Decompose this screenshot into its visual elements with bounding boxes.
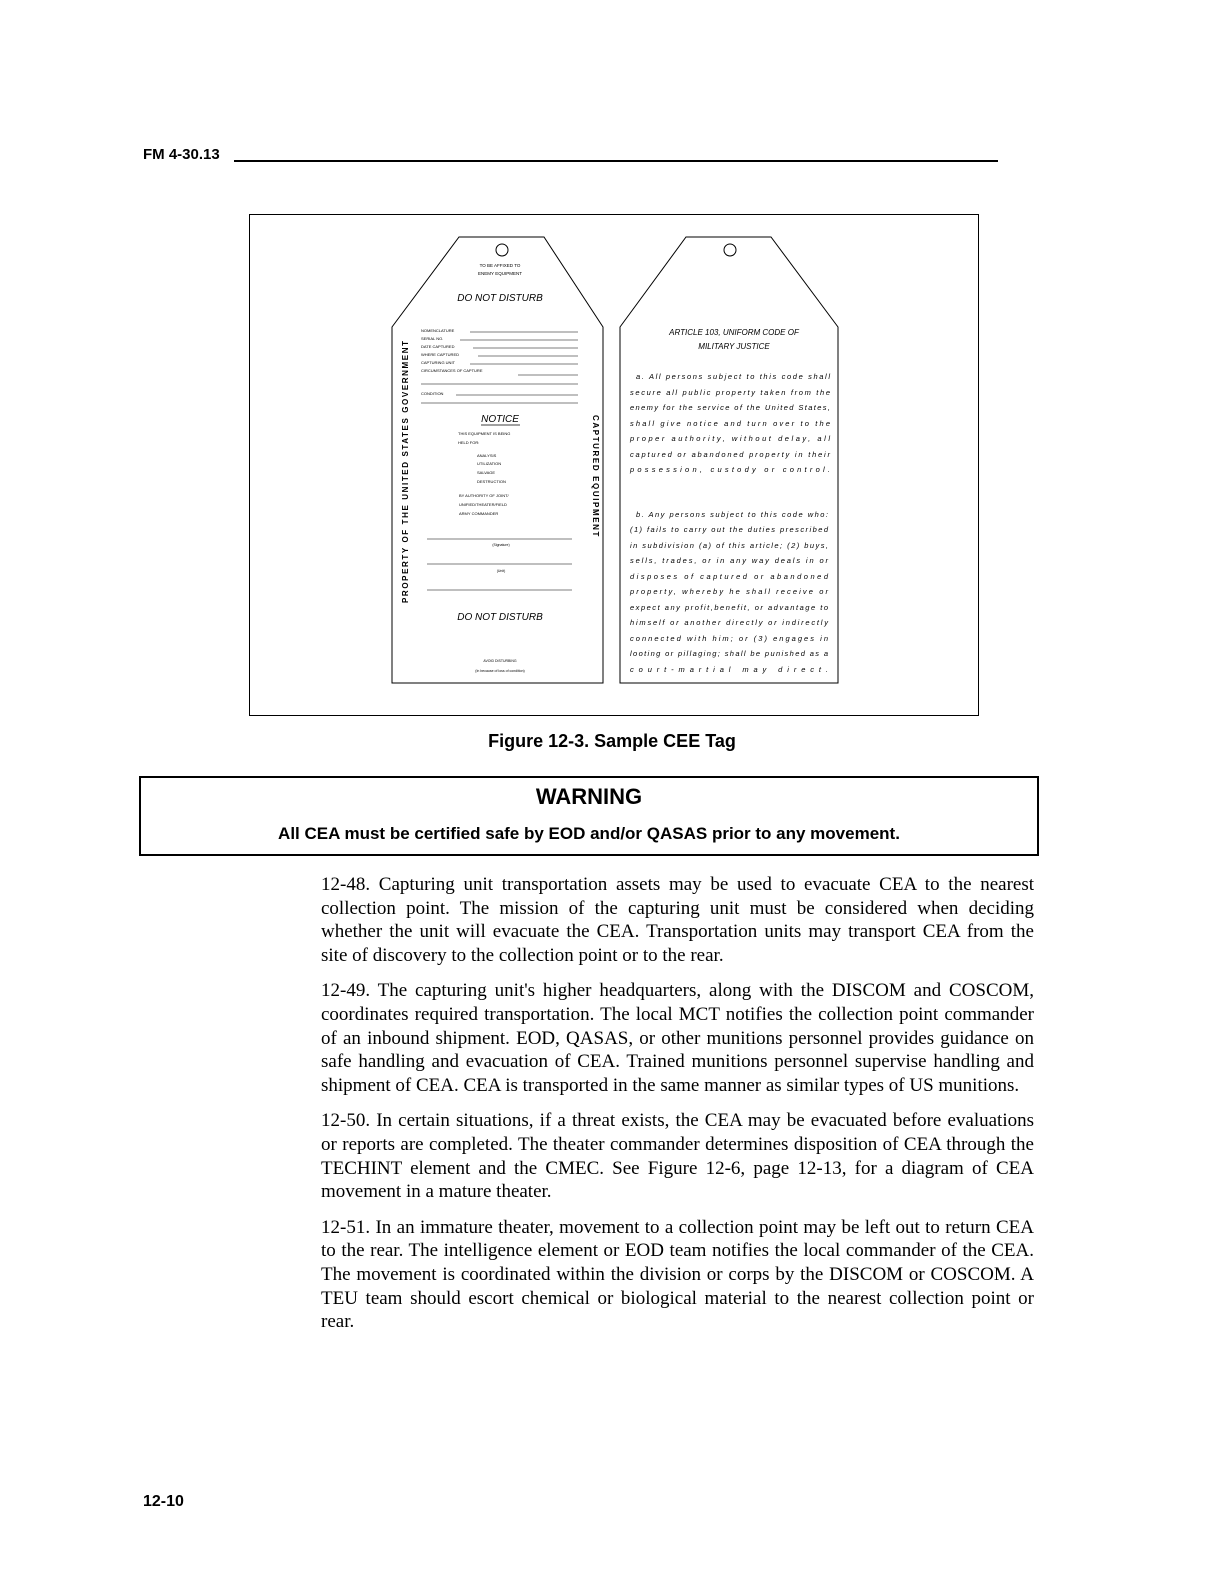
front-top-text-1: TO BE AFFIXED TO <box>479 263 521 268</box>
figure-frame <box>249 214 979 716</box>
para-a-line: possession, custody or control. <box>630 465 830 474</box>
cee-tag-figure <box>250 215 977 714</box>
field-label: SERIAL NO. <box>421 336 444 341</box>
front-tag <box>392 237 603 683</box>
figure-caption: Figure 12-3. Sample CEE Tag <box>488 731 736 751</box>
warning-text: All CEA must be certified safe by EOD and/or QASAS prior to any movement. <box>278 824 900 843</box>
para-b-line: (1) fails to carry out the duties prescribed <box>630 525 828 534</box>
field-label: DATE CAPTURED <box>421 344 455 349</box>
condition-label: CONDITION <box>421 391 444 396</box>
para-a-line: captured or abandoned property in their <box>630 450 830 459</box>
back-tag-eyelet <box>724 244 736 256</box>
warning-box <box>139 776 1039 856</box>
paragraph: 12-50. In certain situations, if a threat exists, the CEA may be evacuated before evaluations or reports are completed. The theater commander determines disposition of CEA through the TECHINT element and the CMEC. See Figure 12-6, page 12-13, for a diagram of CEA movement in a mature theater. <box>321 1110 1034 1203</box>
para-a-line: enemy for the service of the United States, <box>630 403 830 412</box>
para-b-line: in subdivision (a) of this article; (2) buys, <box>630 541 828 550</box>
running-header: FM 4-30.13 <box>143 146 220 163</box>
page-number: 12-10 <box>143 1493 184 1510</box>
header-rule <box>234 160 998 162</box>
body-text <box>321 873 1034 1346</box>
notice-title: NOTICE <box>481 414 519 425</box>
notice-option: DESTRUCTION <box>477 479 506 484</box>
front-top-text-2: ENEMY EQUIPMENT <box>478 271 522 276</box>
para-b-line: disposes of captured or abandoned <box>630 572 828 581</box>
para-b-line: property, whereby he shall receive or <box>630 587 828 596</box>
para-a-line: a. All persons subject to this code shall <box>636 372 830 381</box>
para-a-line: secure all public property taken from the <box>630 388 830 397</box>
back-para-a <box>629 372 831 474</box>
side-text-right: CAPTURED EQUIPMENT <box>591 415 600 539</box>
para-b-line: court-martial may direct. <box>630 665 828 674</box>
back-tag-outline <box>620 237 838 683</box>
field-label: CIRCUMSTANCES OF CAPTURE <box>421 368 483 373</box>
warning-title: WARNING <box>535 784 643 809</box>
authority-line: BY AUTHORITY OF JOINT/ <box>459 493 509 498</box>
unit-label: (Unit) <box>496 569 506 573</box>
notice-option: SALVAGE <box>477 470 496 475</box>
signature-label: (Signature) <box>492 543 510 547</box>
front-footer-2: (In because of loss of condition) <box>475 669 525 673</box>
field-label: WHERE CAPTURED <box>421 352 460 357</box>
authority-line: ARMY COMMANDER <box>459 511 499 516</box>
notice-option: UTILIZATION <box>477 461 502 466</box>
notice-line-2: HELD FOR: <box>458 440 480 445</box>
para-b-line: expect any profit,benefit, or advantage to <box>630 603 828 612</box>
para-a-line: shall give notice and turn over to the <box>630 419 830 428</box>
field-label: CAPTURING UNIT <box>421 360 455 365</box>
paragraph: 12-48. Capturing unit transportation assets may be used to evacuate CEA to the nearest collection point. The mission of the capturing unit must be considered when deciding whether the unit will evacuate the CEA. Transportation units may transport CEA from the site of discovery to the collection point or to the rear. <box>321 874 1034 966</box>
paragraph: 12-51. In an immature theater, movement to a collection point may be left out to return CEA to the rear. The intelligence element or EOD team notifies the local commander of the CEA. The movement is coordinated within the division or corps by the DISCOM or COSCOM. A TEU team should escort chemical or biological material to the nearest collection point or rear. <box>321 1216 1034 1333</box>
para-b-line: connected with him; or (3) engages in <box>630 634 828 643</box>
para-b-line: looting or pillaging; shall be punished as a <box>630 649 828 658</box>
side-text-left: PROPERTY OF THE UNITED STATES GOVERNMENT <box>401 339 410 603</box>
paragraph: 12-49. The capturing unit's higher headquarters, along with the DISCOM and COSCOM, coordinates required transportation. The local MCT notifies the collection point commander of an inbound shipment. EOD, QASAS, or other munitions personnel provides guidance on safe handling and evacuation of CEA. Trained munitions personnel supervise handling and shipment of CEA. CEA is transported in the same manner as similar types of US munitions. <box>321 980 1034 1096</box>
back-para-b <box>629 510 829 674</box>
field-label: NOMENCLATURE <box>421 328 455 333</box>
authority-line: UNIFIED/THEATER/FIELD <box>459 502 507 507</box>
back-title-2: MILITARY JUSTICE <box>698 342 770 351</box>
para-b-line: b. Any persons subject to this code who: <box>636 510 828 519</box>
para-b-line: himself or another directly or indirectly <box>630 618 828 627</box>
front-tag-eyelet <box>496 244 508 256</box>
front-do-not-disturb-bottom: DO NOT DISTURB <box>457 612 543 623</box>
front-do-not-disturb: DO NOT DISTURB <box>457 293 543 304</box>
notice-line-1: THIS EQUIPMENT IS BEING <box>458 431 511 436</box>
back-tag <box>620 237 838 683</box>
para-a-line: proper authority, without delay, all <box>630 434 830 443</box>
para-b-line: sells, trades, or in any way deals in or <box>630 556 828 565</box>
notice-option: ANALYSIS <box>477 453 497 458</box>
front-fields <box>421 328 578 403</box>
back-title-1: ARTICLE 103, UNIFORM CODE OF <box>669 328 799 337</box>
front-footer-1: AVOID DISTURBING <box>483 659 517 663</box>
